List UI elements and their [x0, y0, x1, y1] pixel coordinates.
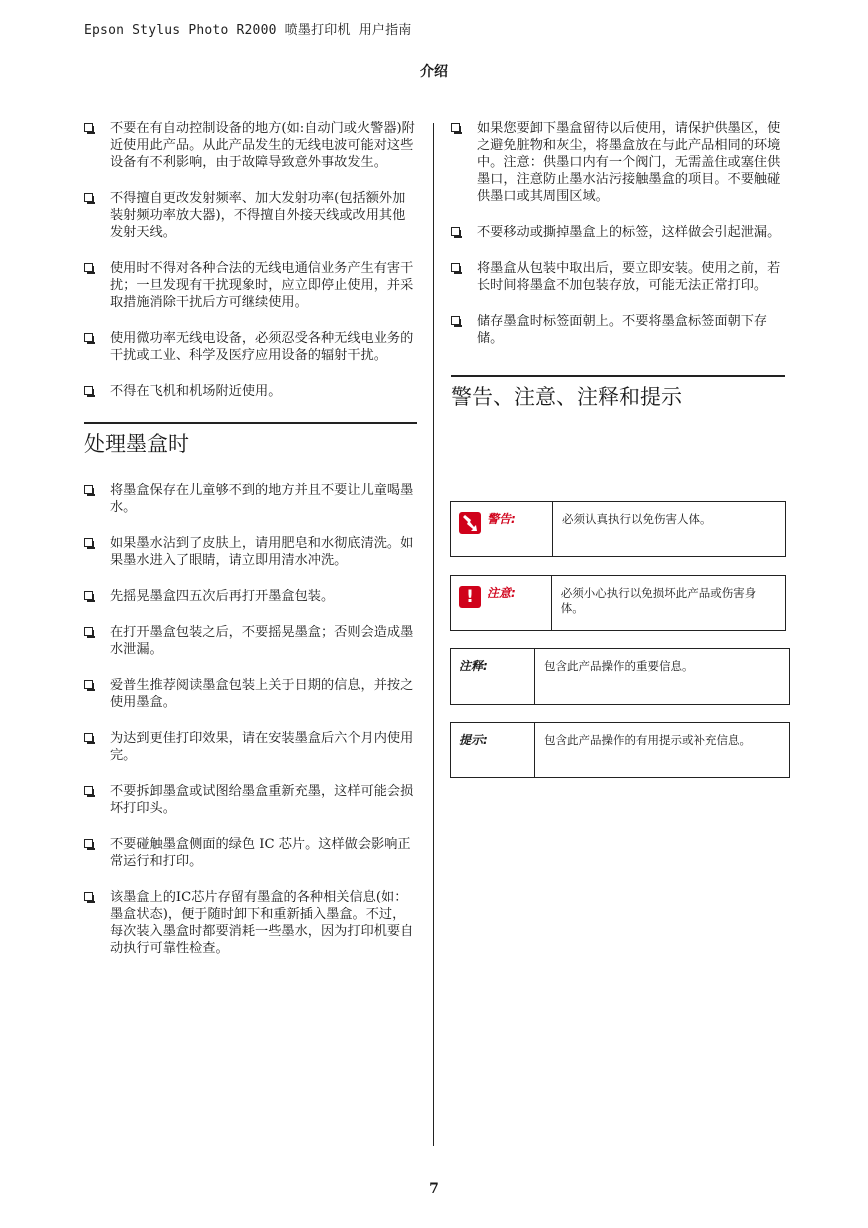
right-column — [451, 120, 785, 435]
checkbox-bullet-icon — [84, 538, 93, 547]
bullet-list — [84, 120, 417, 400]
list-item-text: 不要拆卸墨盒或试图给墨盒重新充墨，这样可能会损坏打印头。 — [110, 784, 414, 816]
list-item — [451, 120, 785, 205]
warning-icon — [459, 512, 481, 534]
checkbox-bullet-icon — [84, 892, 93, 901]
caution-text: 必须小心执行以免损坏此产品或伤害身体。 — [560, 586, 757, 615]
list-item-text: 将墨盒从包装中取出后，要立即安装。使用之前，若长时间将墨盒不加包装存放，可能无法正常打印。 — [477, 261, 781, 293]
warning-label: 警告: — [487, 512, 516, 526]
checkbox-bullet-icon — [84, 485, 93, 494]
list-item-text: 使用时不得对各种合法的无线电通信业务产生有害干扰；一旦发现有干扰现象时，应立即停止使用，并采取措施消除干扰后方可继续使用。 — [110, 261, 414, 310]
list-item — [84, 383, 417, 400]
checkbox-bullet-icon — [84, 733, 93, 742]
bullet-list — [84, 482, 417, 957]
note-text: 包含此产品操作的重要信息。 — [544, 659, 694, 673]
list-item-text: 爱普生推荐阅读墨盒包装上关于日期的信息，并按之使用墨盒。 — [110, 678, 414, 710]
list-item — [84, 190, 417, 241]
checkbox-bullet-icon — [84, 627, 93, 636]
list-item — [84, 783, 417, 817]
list-item-text: 不要碰触墨盒侧面的绿色 IC 芯片。这样做会影响正常运行和打印。 — [110, 837, 411, 869]
tip-text: 包含此产品操作的有用提示或补充信息。 — [544, 733, 751, 747]
list-item — [84, 588, 417, 605]
list-item-text: 不要移动或撕掉墨盒上的标签，这样做会引起泄漏。 — [477, 225, 781, 240]
list-item-text: 在打开墨盒包装之后，不要摇晃墨盒；否则会造成墨水泄漏。 — [110, 625, 414, 657]
checkbox-bullet-icon — [451, 316, 460, 325]
checkbox-bullet-icon — [84, 591, 93, 600]
list-item — [84, 330, 417, 364]
list-item — [84, 889, 417, 957]
caution-notice — [450, 575, 786, 631]
list-item — [451, 260, 785, 294]
checkbox-bullet-icon — [451, 227, 460, 236]
checkbox-bullet-icon — [84, 386, 93, 395]
list-item-text: 如果您要卸下墨盒留待以后使用，请保护供墨区，使之避免脏物和灰尘，将墨盒放在与此产品相同的环境中。注意：供墨口内有一个阀门，无需盖住或塞住供墨口，注意防止墨水沾污接触墨盒的项目。不要触碰供墨口或其周围区域。 — [477, 121, 781, 204]
tip-label-cell — [451, 723, 535, 777]
checkbox-bullet-icon — [84, 680, 93, 689]
note-notice — [450, 648, 790, 705]
list-item-text: 不得擅自更改发射频率、加大发射功率(包括额外加装射频功率放大器)，不得擅自外接天线或改用其他发射天线。 — [110, 191, 406, 240]
checkbox-bullet-icon — [84, 839, 93, 848]
column-divider — [433, 123, 434, 1146]
list-item-text: 使用微功率无线电设备，必须忍受各种无线电业务的干扰或工业、科学及医疗应用设备的辐射干扰。 — [110, 331, 414, 363]
checkbox-bullet-icon — [84, 786, 93, 795]
list-item-text: 该墨盒上的IC芯片存留有墨盒的各种相关信息(如：墨盒状态)，便于随时卸下和重新插入墨盒。不过，每次装入墨盒时都要消耗一些墨水，因为打印机要自动执行可靠性检查。 — [110, 890, 414, 956]
list-item-text: 储存墨盒时标签面朝上。不要将墨盒标签面朝下存储。 — [477, 314, 768, 346]
section-title: 介绍 — [420, 64, 448, 80]
list-item-text: 先摇晃墨盒四五次后再打开墨盒包装。 — [110, 589, 335, 604]
section-heading: 处理墨盒时 — [84, 422, 417, 458]
list-item — [84, 482, 417, 516]
checkbox-bullet-icon — [84, 193, 93, 202]
tip-notice — [450, 722, 790, 778]
tip-label: 提示: — [459, 733, 488, 747]
list-item-text: 不得在飞机和机场附近使用。 — [110, 384, 282, 399]
bullet-list — [451, 120, 785, 347]
list-item — [84, 120, 417, 171]
list-item — [84, 624, 417, 658]
list-item-text: 将墨盒保存在儿童够不到的地方并且不要让儿童喝墨水。 — [110, 483, 414, 515]
checkbox-bullet-icon — [451, 263, 460, 272]
note-label-cell — [451, 649, 535, 704]
list-item — [84, 260, 417, 311]
note-label: 注释: — [459, 659, 488, 673]
warning-text: 必须认真执行以免伤害人体。 — [562, 512, 712, 526]
caution-icon: ! — [459, 586, 481, 608]
list-item — [451, 224, 785, 241]
warning-notice — [450, 501, 786, 557]
page-number: 7 — [429, 1181, 439, 1197]
warning-label-cell — [451, 502, 553, 556]
caution-label: 注意: — [487, 586, 516, 600]
list-item — [84, 535, 417, 569]
section-heading: 警告、注意、注释和提示 — [451, 375, 785, 411]
list-item — [84, 730, 417, 764]
list-item — [84, 836, 417, 870]
checkbox-bullet-icon — [451, 123, 460, 132]
list-item-text: 为达到更佳打印效果，请在安装墨盒后六个月内使用完。 — [110, 731, 414, 763]
checkbox-bullet-icon — [84, 263, 93, 272]
checkbox-bullet-icon — [84, 333, 93, 342]
list-item — [451, 313, 785, 347]
list-item — [84, 677, 417, 711]
list-item-text: 如果墨水沾到了皮肤上，请用肥皂和水彻底清洗。如果墨水进入了眼睛，请立即用清水冲洗。 — [110, 536, 414, 568]
running-header: Epson Stylus Photo R2000 喷墨打印机 用户指南 — [84, 23, 412, 38]
left-column — [84, 120, 417, 976]
caution-label-cell — [451, 576, 552, 630]
list-item-text: 不要在有自动控制设备的地方(如:自动门或火警器)附近使用此产品。从此产品发生的无线电波可能对这些设备有不利影响，由于故障导致意外事故发生。 — [110, 121, 415, 170]
checkbox-bullet-icon — [84, 123, 93, 132]
